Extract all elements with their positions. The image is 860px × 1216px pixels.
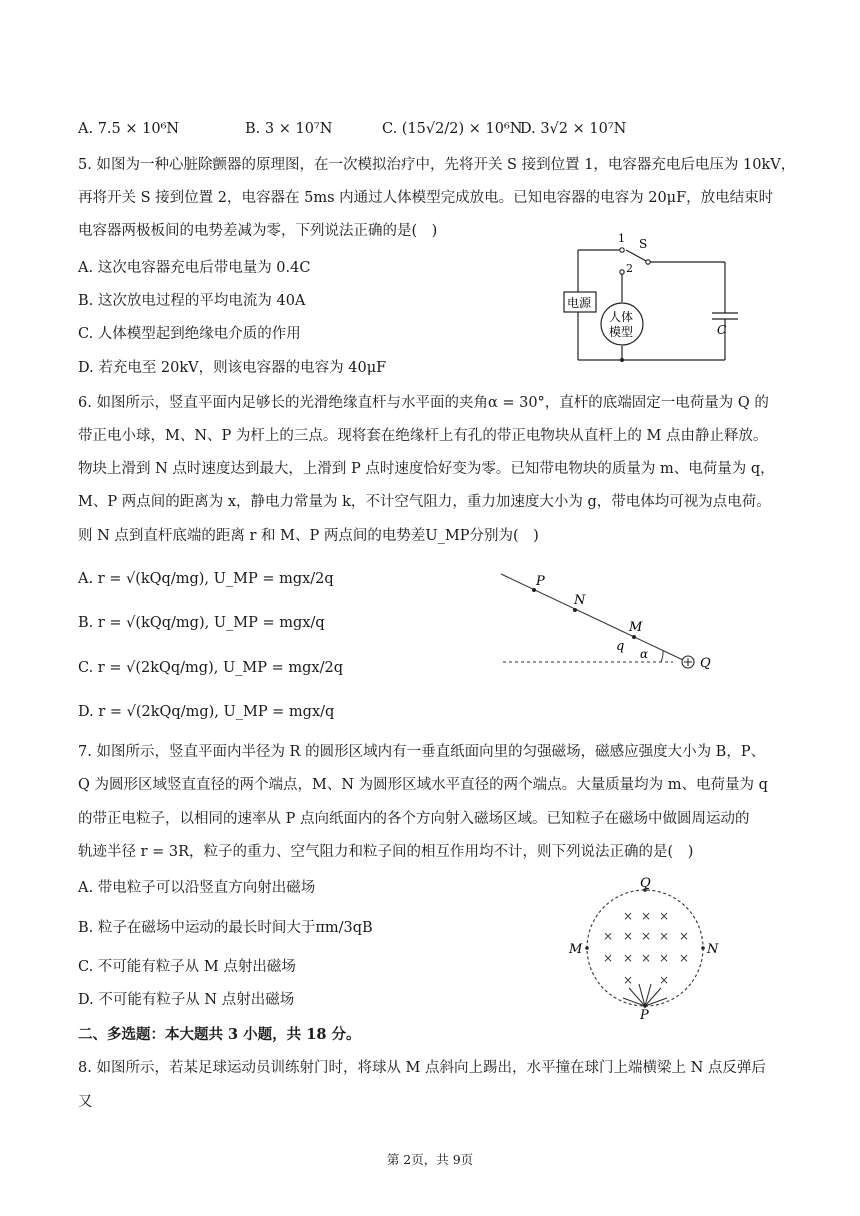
field-into-page-mark: × bbox=[679, 929, 690, 943]
q5-stem-line2: 再将开关 S 接到位置 2，电容器在 5ms 内通过人体模型完成放电。已知电容器的电容为 20μF，放电结束时 bbox=[78, 190, 774, 206]
charge-big-q-label: Q bbox=[700, 656, 711, 671]
q7-stem-line1: 7. 如图所示，竖直平面内半径为 R 的圆形区域内有一垂直纸面向里的匀强磁场，磁感应强度大小为 B，P、 bbox=[78, 744, 766, 760]
q7-magnetic-field-diagram bbox=[565, 872, 725, 1020]
field-into-page-mark: × bbox=[623, 929, 634, 943]
point-p-label: P bbox=[536, 574, 545, 589]
field-into-page-mark: × bbox=[659, 909, 670, 923]
point-q-label: Q bbox=[640, 876, 651, 891]
q5-stem-line3: 电容器两极板间的电势差减为零，下列说法正确的是( ) bbox=[78, 223, 438, 239]
charge-q-label: q bbox=[616, 639, 625, 654]
field-into-page-mark: × bbox=[659, 973, 670, 987]
q6-option-c: C. r = √(2kQq/mg), U_MP = mgx/2q bbox=[78, 660, 344, 676]
q7-stem-line4: 轨迹半径 r = 3R，粒子的重力、空气阻力和粒子间的相互作用均不计，则下列说法正确的是( ) bbox=[78, 844, 694, 860]
field-into-page-mark: × bbox=[659, 929, 670, 943]
field-into-page-mark: × bbox=[641, 909, 652, 923]
q5-option-a: A. 这次电容器充电后带电量为 0.4C bbox=[78, 260, 311, 276]
field-into-page-mark: × bbox=[641, 929, 652, 943]
field-into-page-mark: × bbox=[679, 951, 690, 965]
section-heading-multiple-choice: 二、多选题：本大题共 3 小题，共 18 分。 bbox=[78, 1026, 361, 1043]
body-model-label-1: 人体 bbox=[609, 310, 634, 324]
q5-stem-line1: 5. 如图为一种心脏除颤器的原理图，在一次模拟治疗中，先将开关 S 接到位置 1，电容器充电后电压为 10kV， bbox=[78, 157, 796, 173]
q4-option-c: C. (15√2/2) × 10⁶N bbox=[382, 121, 523, 137]
q5-option-d: D. 若充电至 20kV，则该电容器的电容为 40μF bbox=[78, 360, 387, 376]
switch-pos-1-label: 1 bbox=[618, 232, 625, 245]
q4-option-b: B. 3 × 10⁷N bbox=[245, 121, 333, 137]
q5-option-b: B. 这次放电过程的平均电流为 40A bbox=[78, 293, 306, 309]
q7-option-c: C. 不可能有粒子从 M 点射出磁场 bbox=[78, 959, 296, 975]
q6-stem-line3: 物块上滑到 N 点时速度达到最大，上滑到 P 点时速度恰好变为零。已知带电物块的质量为 m、电荷量为 q， bbox=[78, 461, 775, 477]
q5-option-c: C. 人体模型起到绝缘电介质的作用 bbox=[78, 326, 301, 342]
q6-incline-diagram bbox=[495, 568, 725, 678]
q6-stem-line5: 则 N 点到直杆底端的距离 r 和 M、P 两点间的电势差U_MP分别为( ) bbox=[78, 528, 539, 544]
angle-alpha-label: α bbox=[640, 647, 649, 661]
point-n-label: N bbox=[574, 593, 586, 608]
power-source-label: 电源 bbox=[567, 296, 592, 310]
q7-option-a: A. 带电粒子可以沿竖直方向射出磁场 bbox=[78, 880, 316, 896]
field-into-page-mark: × bbox=[623, 951, 634, 965]
q8-stem-line1: 8. 如图所示，若某足球运动员训练射门时，将球从 M 点斜向上踢出，水平撞在球门上端横梁上 N 点反弹后 bbox=[78, 1060, 766, 1076]
field-into-page-mark: × bbox=[623, 909, 634, 923]
point-m-label: M bbox=[629, 620, 643, 635]
q6-option-b: B. r = √(kQq/mg), U_MP = mgx/q bbox=[78, 615, 325, 631]
q4-option-a: A. 7.5 × 10⁶N bbox=[78, 121, 180, 137]
field-into-page-mark: × bbox=[641, 951, 652, 965]
q6-option-a: A. r = √(kQq/mg), U_MP = mgx/2q bbox=[78, 571, 334, 587]
switch-label: S bbox=[639, 237, 648, 251]
q5-circuit-diagram bbox=[560, 228, 760, 368]
q7-stem-line2: Q 为圆形区域竖直直径的两个端点，M、N 为圆形区域水平直径的两个端点。大量质量均为 m、电荷量为 q bbox=[78, 777, 768, 793]
q6-stem-line1: 6. 如图所示，竖直平面内足够长的光滑绝缘直杆与水平面的夹角α = 30°，直杆的底端固定一电荷量为 Q 的 bbox=[78, 395, 769, 411]
q8-stem-line2: 又 bbox=[78, 1094, 93, 1110]
field-into-page-mark: × bbox=[623, 973, 634, 987]
field-into-page-mark: × bbox=[603, 951, 614, 965]
field-into-page-mark: × bbox=[659, 951, 670, 965]
q6-stem-line2: 带正电小球，M、N、P 为杆上的三点。现将套在绝缘杆上有孔的带正电物块从直杆上的 M 点由静止释放。 bbox=[78, 428, 768, 444]
point-p-label: P bbox=[640, 1008, 649, 1020]
switch-pos-2-label: 2 bbox=[626, 262, 633, 275]
field-into-page-mark: × bbox=[603, 929, 614, 943]
page-footer: 第 2页，共 9页 bbox=[386, 1152, 474, 1167]
body-model-label-2: 模型 bbox=[609, 325, 634, 339]
q6-stem-line4: M、P 两点间的距离为 x，静电力常量为 k，不计空气阻力，重力加速度大小为 g，带电体均可视为点电荷。 bbox=[78, 494, 771, 510]
point-n-label: N bbox=[707, 942, 719, 957]
q6-option-d: D. r = √(2kQq/mg), U_MP = mgx/q bbox=[78, 704, 335, 720]
point-m-label: M bbox=[569, 942, 583, 957]
q7-stem-line3: 的带正电粒子，以相同的速率从 P 点向纸面内的各个方向射入磁场区域。已知粒子在磁场中做圆周运动的 bbox=[78, 811, 750, 827]
q4-option-d: D. 3√2 × 10⁷N bbox=[520, 121, 627, 137]
q7-option-d: D. 不可能有粒子从 N 点射出磁场 bbox=[78, 992, 295, 1008]
q7-option-b: B. 粒子在磁场中运动的最长时间大于πm/3qB bbox=[78, 920, 373, 936]
capacitor-label: C bbox=[717, 323, 727, 337]
